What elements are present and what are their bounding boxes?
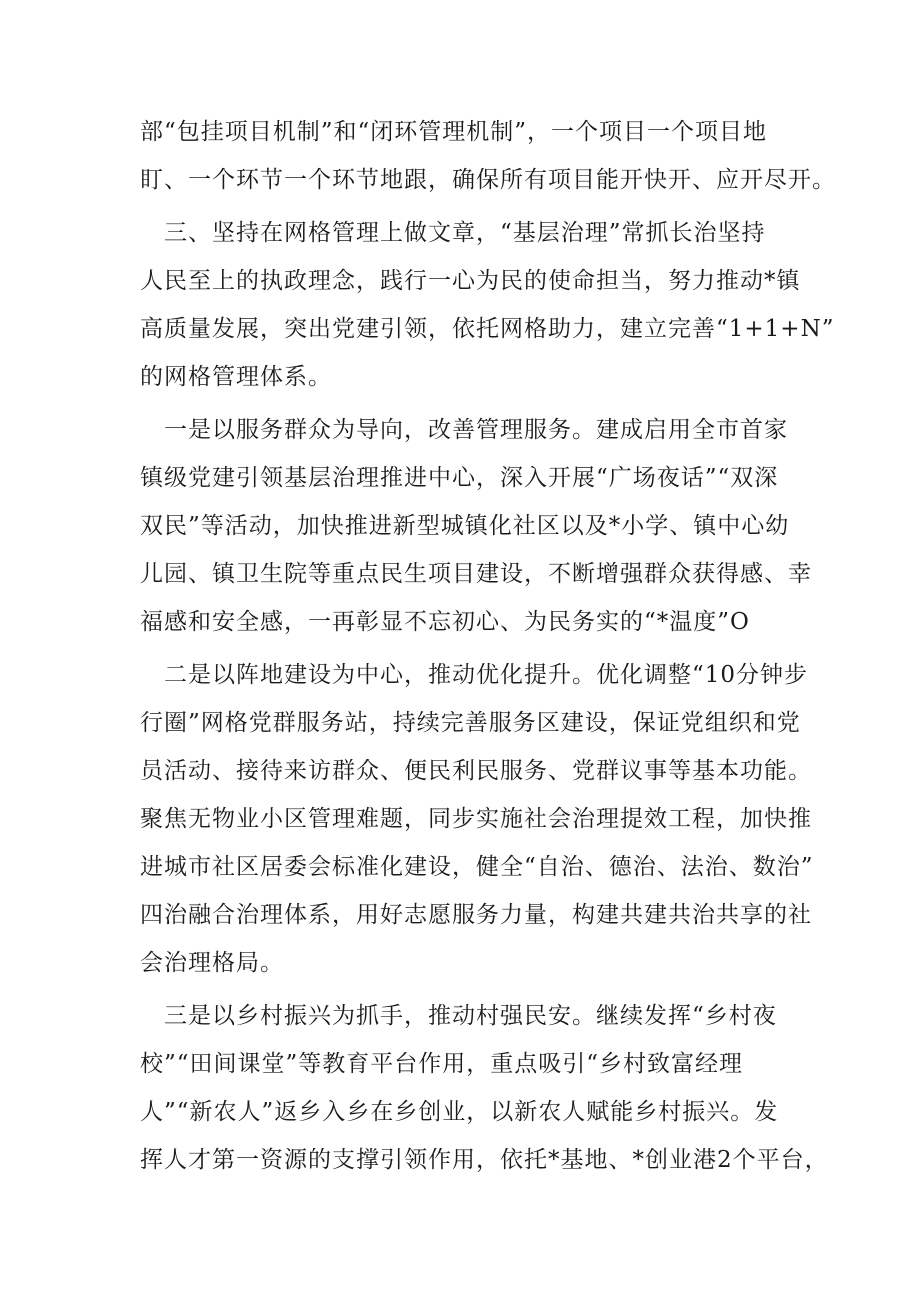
text-line: 人民至上的执政理念，践行一心为民的使命担当，努力推动*镇 [140,268,801,294]
text-line: 高质量发展，突出党建引领，依托网格助力，建立完善“1+1+N” [140,316,835,342]
text-line: 挥人才第一资源的支撑引领作用，依托*基地、*创业港2个平台， [140,1147,829,1173]
text-line: 校”“田间课堂”等教育平台作用，重点吸引“乡村致富经理 [140,1051,744,1077]
text-line: 进城市社区居委会标准化建设，健全“自治、德治、法治、数治” [140,854,814,880]
text-line: 二是以阵地建设为中心，推动优化提升。优化调整“10分钟步 [164,662,809,688]
text-line: 四治融合治理体系，用好志愿服务力量，构建共建共治共享的社 [140,902,812,928]
text-line: 一是以服务群众为导向，改善管理服务。建成启用全市首家 [164,417,788,443]
text-line: 镇级党建引领基层治理推进中心，深入开展“广场夜话”“双深 [140,465,779,491]
text-line: 盯、一个环节一个环节地跟，确保所有项目能开快开、应开尽开。 [140,167,836,193]
text-line: 双民”等活动，加快推进新型城镇化社区以及*小学、镇中心幼 [140,513,790,539]
text-line: 三、坚持在网格管理上做文章，“基层治理”常抓长治坚持 [164,220,766,246]
text-line: 行圈”网格党群服务站，持续完善服务区建设，保证党组织和党 [140,710,801,736]
text-line: 儿园、镇卫生院等重点民生项目建设，不断增强群众获得感、幸 [140,561,812,587]
text-line: 员活动、接待来访群众、便民利民服务、党群议事等基本功能。 [140,758,812,784]
text-line: 聚焦无物业小区管理难题，同步实施社会治理提效工程，加快推 [140,806,812,832]
text-line: 福感和安全感，一再彰显不忘初心、为民务实的“*温度”O [140,609,750,635]
text-line: 人”“新农人”返乡入乡在乡创业，以新农人赋能乡村振兴。发 [140,1099,779,1125]
text-line: 三是以乡村振兴为抓手，推动村强民安。继续发挥“乡村夜 [164,1003,777,1029]
text-line: 部“包挂项目机制”和“闭环管理机制”，一个项目一个项目地 [140,119,768,145]
text-line: 的网格管理体系。 [140,364,332,390]
document-body [140,108,836,1184]
text-line: 会治理格局。 [140,950,284,976]
